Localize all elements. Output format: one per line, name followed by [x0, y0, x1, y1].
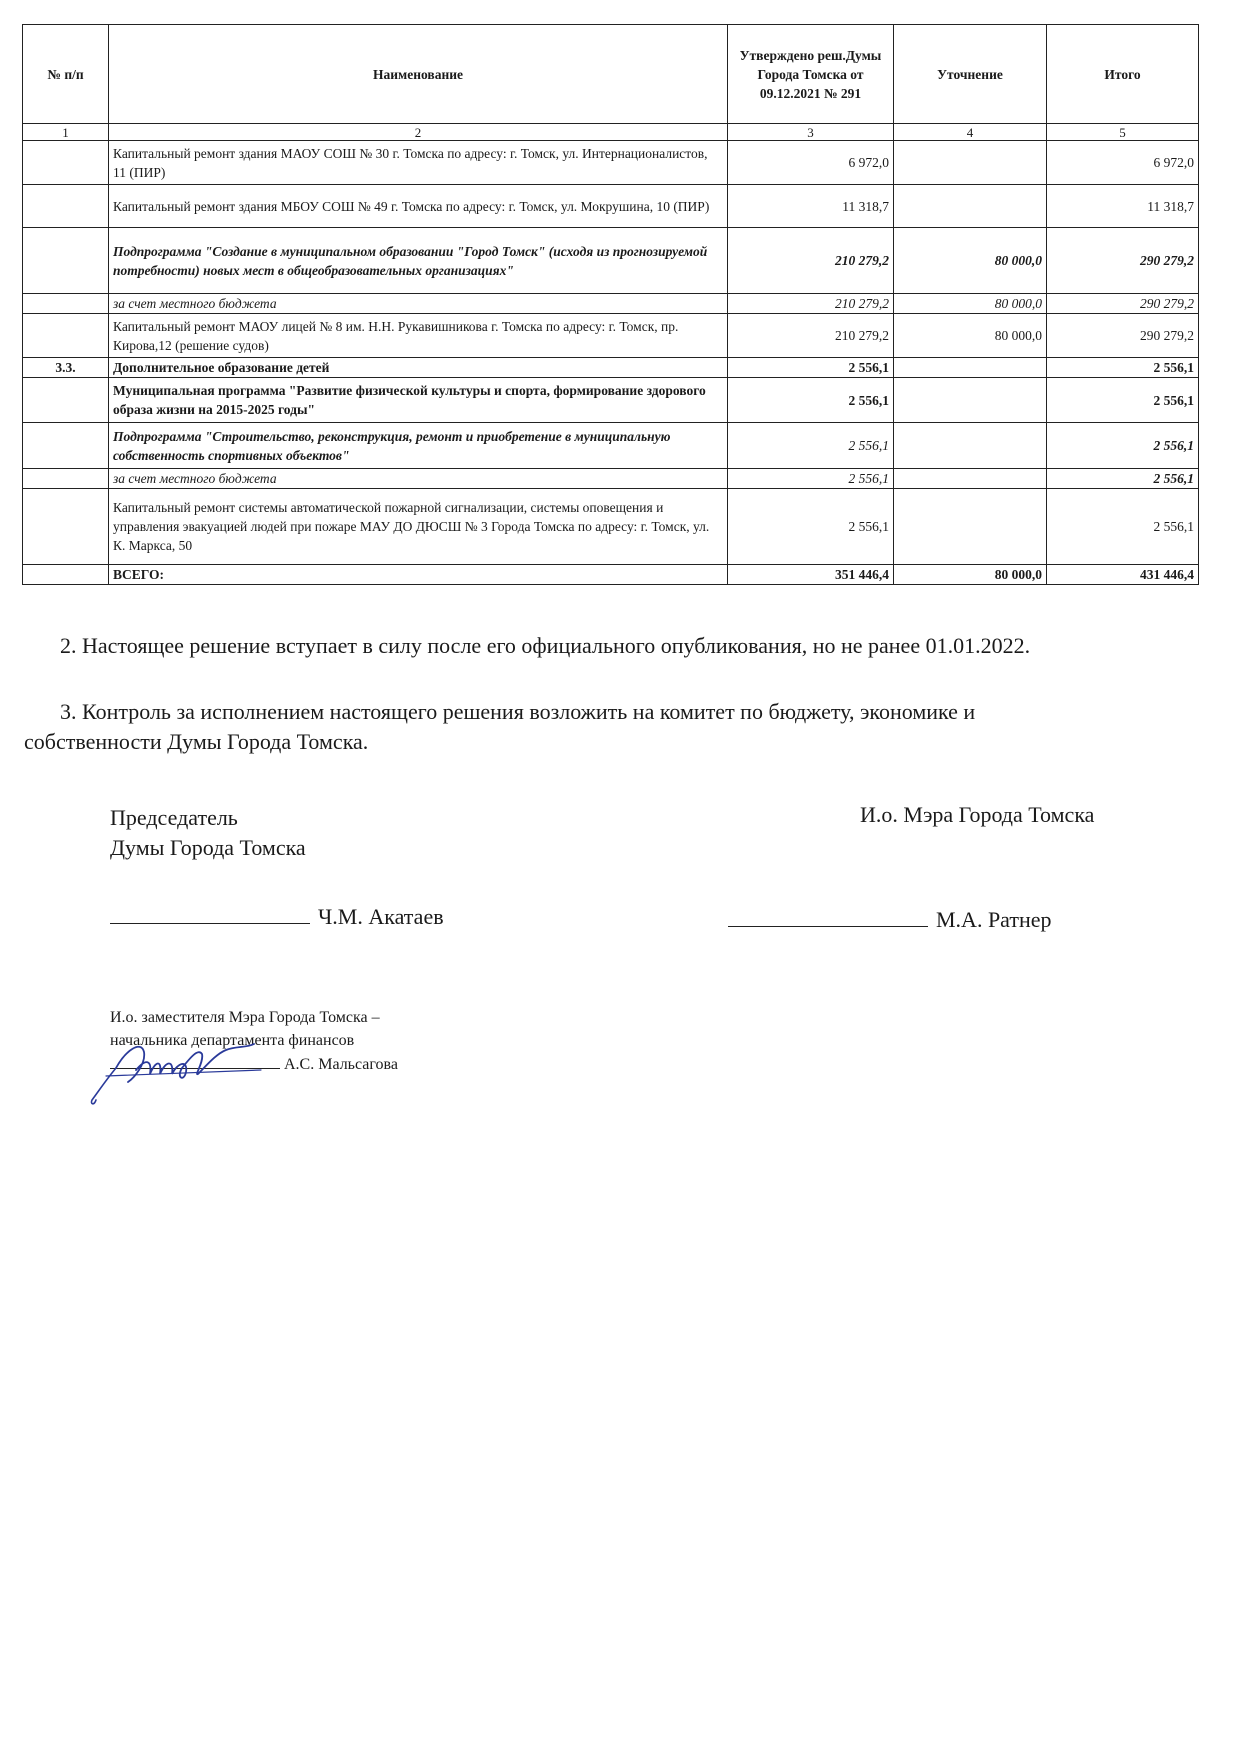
table-row: [23, 141, 1199, 185]
row-total: 431 446,4: [1047, 565, 1199, 585]
row-num: [23, 565, 109, 585]
row-approved: 210 279,2: [728, 228, 894, 294]
column-number-row: [23, 124, 1199, 141]
row-total: 2 556,1: [1047, 489, 1199, 565]
signature-line: [110, 922, 310, 924]
row-approved: 2 556,1: [728, 469, 894, 489]
row-approved: 2 556,1: [728, 378, 894, 423]
row-name: Муниципальная программа "Развитие физической культуры и спорта, формирование здорового образа жизни на 2015-2025 годы": [109, 378, 728, 423]
table-row-subprogram: [23, 228, 1199, 294]
table-row-local-budget: [23, 469, 1199, 489]
header-total: Итого: [1047, 25, 1199, 124]
column-number: 2: [109, 124, 728, 141]
column-number: 5: [1047, 124, 1199, 141]
table-row: [23, 185, 1199, 228]
row-num: [23, 294, 109, 314]
finance-title-2: начальника департамента финансов: [110, 1032, 355, 1049]
row-total: 290 279,2: [1047, 314, 1199, 358]
row-num: [23, 141, 109, 185]
row-clarification: [894, 489, 1047, 565]
row-total: 2 556,1: [1047, 423, 1199, 469]
row-name: Подпрограмма "Строительство, реконструкция, ремонт и приобретение в муниципальную собственность спортивных объектов": [109, 423, 728, 469]
row-name: за счет местного бюджета: [109, 469, 728, 489]
header-approved: Утверждено реш.Думы Города Томска от 09.12.2021 № 291: [728, 25, 894, 124]
row-name: за счет местного бюджета: [109, 294, 728, 314]
row-num: [23, 423, 109, 469]
table-row: [23, 489, 1199, 565]
header-num: № п/п: [23, 25, 109, 124]
row-num: [23, 185, 109, 228]
row-approved: 2 556,1: [728, 489, 894, 565]
row-clarification: [894, 185, 1047, 228]
row-approved: 6 972,0: [728, 141, 894, 185]
table-row-subprogram: [23, 423, 1199, 469]
row-total: 290 279,2: [1047, 294, 1199, 314]
handwritten-signature-icon: [86, 1030, 286, 1110]
row-approved: 351 446,4: [728, 565, 894, 585]
column-number: 4: [894, 124, 1047, 141]
left-signature-block: [110, 902, 444, 932]
row-total: 6 972,0: [1047, 141, 1199, 185]
row-num: 3.3.: [23, 358, 109, 378]
row-num: [23, 228, 109, 294]
row-num: [23, 378, 109, 423]
row-clarification: 80 000,0: [894, 228, 1047, 294]
row-clarification: [894, 423, 1047, 469]
header-name: Наименование: [109, 25, 728, 124]
row-clarification: [894, 469, 1047, 489]
row-name: Дополнительное образование детей: [109, 358, 728, 378]
left-signatory-name: Ч.М. Акатаев: [318, 904, 444, 929]
table-row-section: [23, 358, 1199, 378]
row-name: ВСЕГО:: [109, 565, 728, 585]
finance-title-1: И.о. заместителя Мэра Города Томска –: [110, 1009, 380, 1026]
row-approved: 210 279,2: [728, 314, 894, 358]
right-signatory-title: И.о. Мэра Города Томска: [860, 802, 1095, 827]
left-signatory-title-2: Думы Города Томска: [110, 835, 306, 860]
row-approved: 2 556,1: [728, 423, 894, 469]
column-number: 3: [728, 124, 894, 141]
row-clarification: 80 000,0: [894, 565, 1047, 585]
paragraph-3-line2: собственности Думы Города Томска.: [24, 729, 369, 754]
row-clarification: [894, 358, 1047, 378]
row-approved: 210 279,2: [728, 294, 894, 314]
row-clarification: [894, 141, 1047, 185]
row-name: Капитальный ремонт системы автоматической пожарной сигнализации, системы оповещения и управления эвакуацией людей при пожаре МАУ ДО ДЮСШ № 3 Города Томска по адресу: г. Томск, ул. К. Маркса, 50: [109, 489, 728, 565]
row-approved: 11 318,7: [728, 185, 894, 228]
row-name: Капитальный ремонт здания МБОУ СОШ № 49 г. Томска по адресу: г. Томск, ул. Мокрушина, 10 (ПИР): [109, 185, 728, 228]
column-number: 1: [23, 124, 109, 141]
paragraph-3-line1: 3. Контроль за исполнением настоящего решения возложить на комитет по бюджету, экономике и: [60, 699, 976, 724]
table-header-row: [23, 25, 1199, 124]
table-row-total: [23, 565, 1199, 585]
row-name: Подпрограмма "Создание в муниципальном образовании "Город Томск" (исходя из прогнозируемой потребности) новых мест в общеобразовательных организациях": [109, 228, 728, 294]
table-row-local-budget: [23, 294, 1199, 314]
row-total: 2 556,1: [1047, 358, 1199, 378]
signature-line: [728, 925, 928, 927]
right-signature-block: [728, 905, 1052, 935]
row-name: Капитальный ремонт МАОУ лицей № 8 им. Н.Н. Рукавишникова г. Томска по адресу: г. Томск, пр. Кирова,12 (решение судов): [109, 314, 728, 358]
row-clarification: 80 000,0: [894, 294, 1047, 314]
row-total: 2 556,1: [1047, 469, 1199, 489]
right-signatory-name: М.А. Ратнер: [936, 907, 1052, 932]
row-approved: 2 556,1: [728, 358, 894, 378]
table-row: [23, 314, 1199, 358]
row-num: [23, 489, 109, 565]
row-name: Капитальный ремонт здания МАОУ СОШ № 30 г. Томска по адресу: г. Томск, ул. Интернационалистов, 11 (ПИР): [109, 141, 728, 185]
table-row-program: [23, 378, 1199, 423]
budget-table: [22, 24, 1199, 585]
row-total: 11 318,7: [1047, 185, 1199, 228]
paragraph-2: 2. Настоящее решение вступает в силу после его официального опубликования, но не ранее 01.01.2022.: [60, 633, 1031, 658]
row-clarification: 80 000,0: [894, 314, 1047, 358]
finance-signatory-name: А.С. Мальсагова: [284, 1056, 398, 1073]
row-total: 290 279,2: [1047, 228, 1199, 294]
row-total: 2 556,1: [1047, 378, 1199, 423]
row-clarification: [894, 378, 1047, 423]
left-signatory-title-1: Председатель: [110, 805, 238, 830]
row-num: [23, 469, 109, 489]
row-num: [23, 314, 109, 358]
header-clarification: Уточнение: [894, 25, 1047, 124]
